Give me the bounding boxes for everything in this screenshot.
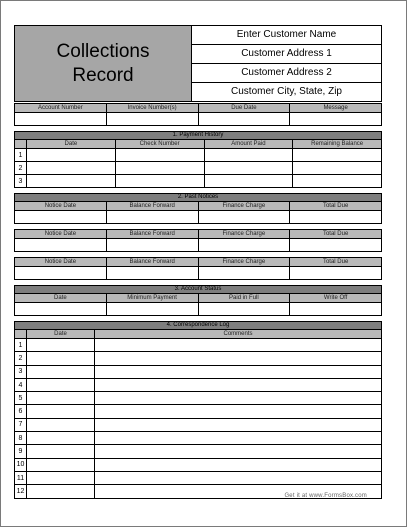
customer-address2-field[interactable]: Customer Address 2: [192, 64, 381, 83]
log-date-field[interactable]: [27, 405, 95, 418]
finance-charge-label: Finance Charge: [198, 230, 290, 239]
total-due-field[interactable]: [290, 239, 382, 252]
table-row: [15, 405, 382, 418]
log-date-field[interactable]: [27, 339, 95, 352]
payment-date-field[interactable]: [27, 162, 116, 175]
log-date-field[interactable]: [27, 485, 95, 498]
account-status-table: [14, 285, 382, 316]
check-number-field[interactable]: [115, 162, 204, 175]
past-notices-table: [14, 193, 382, 280]
payment-date-field[interactable]: [27, 149, 116, 162]
payment-num-header: [15, 140, 27, 149]
footer-credit: Get it at www.FormsBox.com: [284, 493, 367, 499]
log-date-field[interactable]: [27, 392, 95, 405]
row-number: 2: [15, 352, 27, 365]
row-number: 11: [15, 471, 27, 484]
finance-charge-field[interactable]: [198, 267, 290, 280]
paid-in-full-field[interactable]: [198, 303, 290, 316]
payment-date-field[interactable]: [27, 175, 116, 188]
total-due-field[interactable]: [290, 211, 382, 224]
balance-forward-label: Balance Forward: [106, 258, 198, 267]
comments-label: Comments: [95, 330, 382, 339]
log-date-field[interactable]: [27, 365, 95, 378]
notice-date-field[interactable]: [15, 211, 107, 224]
check-number-field[interactable]: [115, 175, 204, 188]
row-number: 10: [15, 458, 27, 471]
finance-charge-field[interactable]: [198, 211, 290, 224]
comments-field[interactable]: [95, 471, 382, 484]
amount-paid-label: Amount Paid: [204, 140, 293, 149]
form-title: [15, 26, 192, 102]
write-off-label: Write Off: [290, 294, 382, 303]
total-due-label: Total Due: [290, 202, 382, 211]
finance-charge-label: Finance Charge: [198, 202, 290, 211]
correspondence-log-title: 4. Correspondence Log: [15, 322, 382, 330]
amount-paid-field[interactable]: [204, 149, 293, 162]
log-date-field[interactable]: [27, 432, 95, 445]
table-row: [15, 392, 382, 405]
amount-paid-field[interactable]: [204, 162, 293, 175]
finance-charge-label: Finance Charge: [198, 258, 290, 267]
table-row: [15, 162, 382, 175]
comments-field[interactable]: [95, 392, 382, 405]
balance-forward-field[interactable]: [106, 211, 198, 224]
comments-field[interactable]: [95, 445, 382, 458]
finance-charge-field[interactable]: [198, 239, 290, 252]
comments-field[interactable]: [95, 365, 382, 378]
balance-forward-label: Balance Forward: [106, 202, 198, 211]
customer-name-field[interactable]: Enter Customer Name: [192, 26, 381, 45]
notice-date-field[interactable]: [15, 267, 107, 280]
header-table: [14, 25, 382, 102]
past-notices-title: 2. Past Notices: [15, 194, 382, 202]
comments-field[interactable]: [95, 405, 382, 418]
remaining-balance-field[interactable]: [293, 175, 382, 188]
payment-history-table: [14, 131, 382, 188]
customer-city-field[interactable]: Customer City, State, Zip: [231, 86, 342, 97]
log-date-field[interactable]: [27, 418, 95, 431]
balance-forward-field[interactable]: [106, 267, 198, 280]
remaining-balance-label: Remaining Balance: [293, 140, 382, 149]
balance-forward-label: Balance Forward: [106, 230, 198, 239]
row-number: 7: [15, 418, 27, 431]
table-row: [15, 418, 382, 431]
log-date-field[interactable]: [27, 378, 95, 391]
row-number: 2: [15, 162, 27, 175]
title-line-2: Record: [72, 64, 134, 86]
balance-forward-field[interactable]: [106, 239, 198, 252]
log-date-field[interactable]: [27, 352, 95, 365]
comments-field[interactable]: [95, 458, 382, 471]
table-row: [15, 352, 382, 365]
comments-field[interactable]: [95, 339, 382, 352]
notice-date-label: Notice Date: [15, 230, 107, 239]
row-number: 6: [15, 405, 27, 418]
account-table: [14, 103, 382, 126]
customer-address1-field[interactable]: Customer Address 1: [192, 45, 381, 64]
due-date-label: Due Date: [198, 104, 290, 113]
title-line-1: Collections: [56, 40, 150, 62]
remaining-balance-field[interactable]: [293, 149, 382, 162]
row-number: 8: [15, 432, 27, 445]
correspondence-log-table: [14, 321, 382, 499]
table-row: [15, 432, 382, 445]
table-row: [15, 365, 382, 378]
message-label: Message: [290, 104, 382, 113]
payment-history-title: 1. Payment History: [15, 132, 382, 140]
table-row: [15, 445, 382, 458]
table-row: [15, 149, 382, 162]
row-number: 3: [15, 175, 27, 188]
comments-field[interactable]: [95, 432, 382, 445]
comments-field[interactable]: [95, 418, 382, 431]
account-status-title: 3. Account Status: [15, 286, 382, 294]
write-off-field[interactable]: [290, 303, 382, 316]
check-number-field[interactable]: [115, 149, 204, 162]
status-date-field[interactable]: [15, 303, 107, 316]
minimum-payment-label: Minimum Payment: [106, 294, 198, 303]
row-number: 9: [15, 445, 27, 458]
status-date-label: Date: [15, 294, 107, 303]
row-number: 1: [15, 149, 27, 162]
minimum-payment-field[interactable]: [106, 303, 198, 316]
amount-paid-field[interactable]: [204, 175, 293, 188]
table-row: [15, 175, 382, 188]
log-date-label: Date: [27, 330, 95, 339]
comments-field[interactable]: [95, 352, 382, 365]
account-number-field[interactable]: [15, 113, 107, 126]
row-number: 12: [15, 485, 27, 498]
row-number: 4: [15, 378, 27, 391]
collections-form: [14, 25, 382, 499]
row-number: 1: [15, 339, 27, 352]
total-due-label: Total Due: [290, 258, 382, 267]
invoice-numbers-field[interactable]: [106, 113, 198, 126]
total-due-field[interactable]: [290, 267, 382, 280]
customer-block: [192, 26, 382, 102]
check-number-label: Check Number: [115, 140, 204, 149]
notice-date-field[interactable]: [15, 239, 107, 252]
log-date-field[interactable]: [27, 445, 95, 458]
table-row: [15, 471, 382, 484]
account-number-label: Account Number: [15, 104, 107, 113]
notice-date-label: Notice Date: [15, 258, 107, 267]
log-date-field[interactable]: [27, 471, 95, 484]
log-date-field[interactable]: [27, 458, 95, 471]
paid-in-full-label: Paid in Full: [198, 294, 290, 303]
remaining-balance-field[interactable]: [293, 162, 382, 175]
table-row: [15, 378, 382, 391]
log-num-header: [15, 330, 27, 339]
total-due-label: Total Due: [290, 230, 382, 239]
row-number: 5: [15, 392, 27, 405]
payment-date-label: Date: [27, 140, 116, 149]
notice-date-label: Notice Date: [15, 202, 107, 211]
invoice-numbers-label: Invoice Number(s): [106, 104, 198, 113]
row-number: 3: [15, 365, 27, 378]
due-date-field[interactable]: [198, 113, 290, 126]
table-row: [15, 339, 382, 352]
comments-field[interactable]: [95, 378, 382, 391]
table-row: [15, 458, 382, 471]
message-field[interactable]: [290, 113, 382, 126]
